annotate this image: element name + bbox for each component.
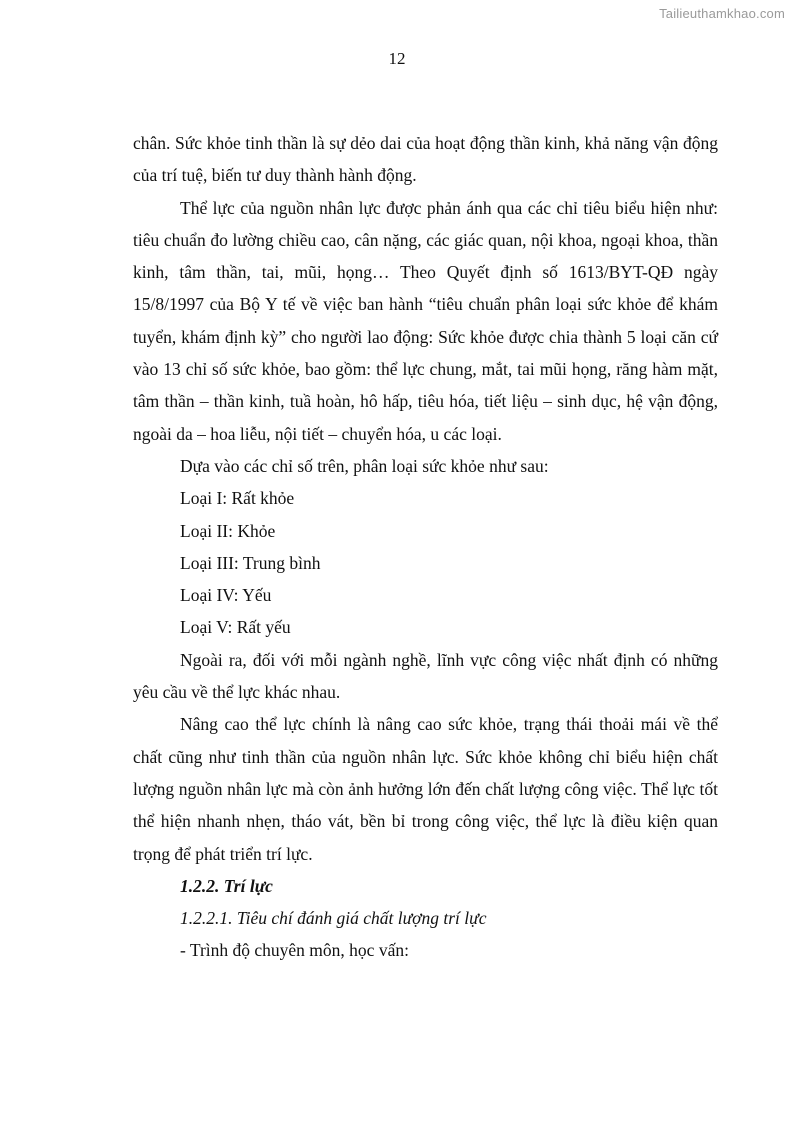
health-type-2: Loại II: Khỏe xyxy=(180,520,276,541)
health-type-5: Loại V: Rất yếu xyxy=(180,617,291,638)
subsection-heading: 1.2.2.1. Tiêu chí đánh giá chất lượng trí lực xyxy=(180,908,487,929)
watermark: Tailieuthamkhao.com xyxy=(659,6,785,21)
paragraph-physical-indicators: Thể lực của nguồn nhân lực được phản ánh qua các chỉ tiêu biểu hiện như: tiêu chuẩn đo lường chiều cao, cân nặng, các giác quan, nội khoa, ngoại khoa, thần kinh, tâm thần, tai, mũi, họng… Theo Quyết định số 1613/BYT-QĐ ngày 15/8/1997 của Bộ Y tế về việc ban hành “tiêu chuẩn phân loại sức khỏe để khám tuyển, khám định kỳ” cho người lao động: Sức khỏe được chia thành 5 loại căn cứ vào 13 chỉ số sức khỏe, bao gồm: thể lực chung, mắt, tai mũi họng, răng hàm mặt, tâm thần – thần kinh, tuầ hoàn, hô hấp, tiêu hóa, tiết liệu – sinh dục, hệ vận động, ngoài da – hoa liễu, nội tiết – chuyển hóa, u các loại. xyxy=(133,197,718,444)
page-number: 12 xyxy=(388,49,406,68)
health-type-1: Loại I: Rất khỏe xyxy=(180,488,295,509)
document-body xyxy=(133,127,718,967)
paragraph-classification-intro: Dựa vào các chỉ số trên, phân loại sức khỏe như sau: xyxy=(180,455,549,476)
health-type-4: Loại IV: Yếu xyxy=(180,585,272,606)
paragraph-occupation-requirements: Ngoài ra, đối với mỗi ngành nghề, lĩnh vực công việc nhất định có những yêu cầu về thể lực khác nhau. xyxy=(133,649,718,703)
health-type-3: Loại III: Trung bình xyxy=(180,552,321,573)
section-heading: 1.2.2. Trí lực xyxy=(180,875,273,896)
paragraph-improving-fitness: Nâng cao thể lực chính là nâng cao sức khỏe, trạng thái thoải mái về thể chất cũng như tinh thần của nguồn nhân lực. Sức khỏe không chỉ biểu hiện chất lượng nguồn nhân lực mà còn ảnh hưởng lớn đến chất lượng công việc. Thể lực tốt thể hiện nhanh nhẹn, tháo vát, bền bỉ trong công việc, thể lực là điều kiện quan trọng để phát triển trí lực. xyxy=(133,714,718,864)
paragraph-continuation: chân. Sức khỏe tinh thần là sự dẻo dai của hoạt động thần kinh, khả năng vận động của trí tuệ, biến tư duy thành hành động. xyxy=(133,133,718,186)
bullet-item: - Trình độ chuyên môn, học vấn: xyxy=(180,940,409,961)
